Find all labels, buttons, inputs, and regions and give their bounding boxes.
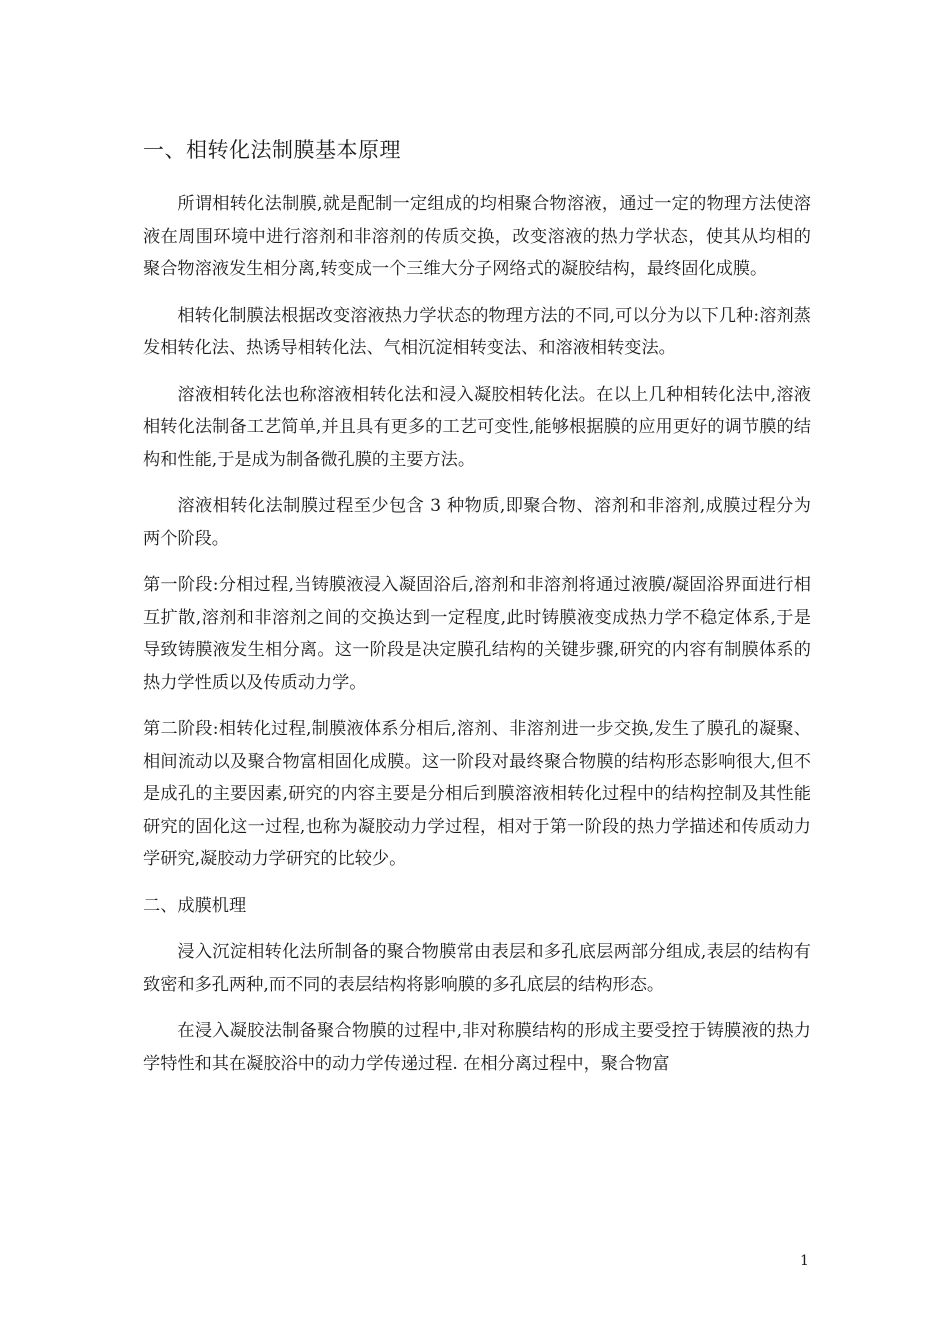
paragraph-stage-one: 第一阶段:分相过程,当铸膜液浸入凝固浴后,溶剂和非溶剂将通过液膜/凝固浴界面进行相互扩散,溶剂和非溶剂之间的交换达到一定程度,此时铸膜液变成热力学不稳定体系,于是导致铸膜液发生相分离。这一阶段是决定膜孔结构的关键步骤,研究的内容有制膜体系的热力学性质以及传质动力学。 [143,575,811,693]
paragraph-definition: 所谓相转化法制膜,就是配制一定组成的均相聚合物溶液，通过一定的物理方法使溶液在周围环境中进行溶剂和非溶剂的传质交换，改变溶液的热力学状态，使其从均相的聚合物溶液发生相分离,转变成一个三维大分子网络式的凝胶结构，最终固化成膜。 [143,194,811,279]
paragraph-asymmetric-formation: 在浸入凝胶法制备聚合物膜的过程中,非对称膜结构的形成主要受控于铸膜液的热力学特性和其在凝胶浴中的动力学传递过程. 在相分离过程中，聚合物富 [143,1021,811,1074]
section-heading-principle: 一、相转化法制膜基本原理 [143,138,401,162]
paragraph-classification: 相转化制膜法根据改变溶液热力学状态的物理方法的不同,可以分为以下几种:溶剂蒸发相转化法、热诱导相转化法、气相沉淀相转变法、和溶液相转变法。 [143,305,811,358]
paragraph-stage-two: 第二阶段:相转化过程,制膜液体系分相后,溶剂、非溶剂进一步交换,发生了膜孔的凝聚、相间流动以及聚合物富相固化成膜。这一阶段对最终聚合物膜的结构形态影响很大,但不是成孔的主要因素,研究的内容主要是分相后到膜溶液相转化过程中的结构控制及其性能研究的固化这一过程,也称为凝胶动力学过程，相对于第一阶段的热力学描述和传质动力学研究,凝胶动力学研究的比较少。 [143,719,811,869]
document-body [143,132,811,1094]
page-number: 1 [800,1253,809,1269]
paragraph-membrane-structure: 浸入沉淀相转化法所制备的聚合物膜常由表层和多孔底层两部分组成,表层的结构有致密和多孔两种,而不同的表层结构将影响膜的多孔底层的结构形态。 [143,942,811,995]
paragraph-process-components: 溶液相转化法制膜过程至少包含 3 种物质,即聚合物、溶剂和非溶剂,成膜过程分为两个阶段。 [143,496,811,549]
section-heading-mechanism: 二、成膜机理 [143,895,247,916]
paragraph-solution-method: 溶液相转化法也称溶液相转化法和浸入凝胶相转化法。在以上几种相转化法中,溶液相转化法制备工艺简单,并且具有更多的工艺可变性,能够根据膜的应用更好的调节膜的结构和性能,于是成为制备微孔膜的主要方法。 [143,384,811,470]
